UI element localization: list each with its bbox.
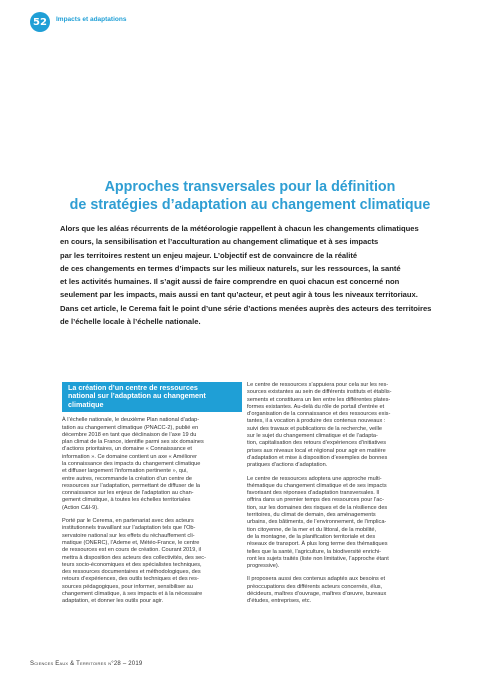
body-paragraph	[62, 518, 242, 606]
body-line: offrira dans un premier temps des ressources pour l’ac-	[247, 497, 385, 504]
body-line: changement climatique, à ses impacts et à la nécessaire	[62, 591, 203, 598]
body-line: (Action C&I-9).	[62, 504, 99, 511]
page-number-badge	[30, 12, 50, 32]
body-line: information ». Ce domaine contient un axe « Améliorer	[62, 453, 197, 460]
body-line: Il proposera aussi des contenus adaptés aux besoins et	[247, 576, 386, 583]
body-line: gement climatique, à toutes les échelles territoriales	[62, 497, 191, 504]
section-heading-line: national sur l’adaptation au changement	[68, 391, 206, 401]
body-line: d’adaptation et mise à disposition d’exemples de bonnes	[247, 454, 388, 461]
page-number: 52	[33, 16, 47, 28]
footer-journal-issue: Sciences Eaux & Territoires n°28 – 2019	[30, 661, 143, 667]
section-heading-line: La création d’un centre de ressources	[68, 383, 198, 392]
article-title	[60, 178, 440, 214]
body-paragraph	[247, 382, 427, 470]
article-title-line: Approches transversales pour la définition	[104, 179, 396, 195]
body-line: la connaissance des impacts du changement climatique	[62, 461, 201, 467]
left-column	[62, 382, 242, 612]
body-line: réseaux de transport. À plus long terme des thématiques	[247, 541, 388, 548]
body-line: thématique du changement climatique et de ses impacts	[247, 482, 387, 489]
body-line: servatoire national sur les effets du réchauffement cli-	[62, 532, 195, 539]
body-line: teurs socio-économiques et des spécialistes techniques,	[62, 561, 202, 568]
body-line: tantes, il a vocation à produire des contenus nouveaux :	[247, 418, 386, 425]
section-label: Impacts et adaptations	[56, 16, 127, 23]
body-line: tion citoyenne, de la mer et du littoral, de la mobilité,	[247, 526, 377, 533]
body-line: tion, sur les domaines des risques et de la résilience des	[247, 504, 388, 511]
body-line: telles que la santé, l’agriculture, la biodiversité enrichi-	[247, 548, 382, 555]
right-column	[247, 382, 427, 612]
body-line: matique (ONERC), l’Ademe et, Météo-France, le centre	[62, 539, 200, 546]
body-paragraph	[247, 476, 427, 571]
intro-line: seulement par les impacts, mais aussi en tant qu’acteur, et peut agir à tous les niveaux territoriaux.	[60, 290, 418, 300]
article-title-line: de stratégies d’adaptation au changement climatique	[69, 197, 431, 213]
body-line: formes existantes. Au-delà du rôle de portail d’entrée et	[247, 403, 385, 410]
section-heading-line: climatique	[68, 399, 104, 409]
body-line: tation au changement climatique (PNACC-2), publié en	[62, 424, 199, 431]
body-line: Le centre de ressources adoptera une approche multi-	[247, 475, 382, 482]
body-paragraph	[62, 417, 242, 512]
intro-line: de l’échelle locale à l’échelle nationale.	[60, 317, 201, 327]
intro-line: Dans cet article, le Cerema fait le point d’une série d’actions menées auprès des acteurs des territoires	[60, 303, 432, 313]
body-line: connaissance sur les enjeux de l’adaptation au chan-	[62, 490, 194, 497]
body-line: de ressources est en cours de création. Courant 2019, il	[62, 547, 201, 554]
body-paragraph	[247, 576, 427, 605]
body-line: ront les sujets traités (liste non limitative, l’approche étant	[247, 555, 389, 562]
body-line: d’études, entreprises, etc.	[247, 598, 312, 605]
body-line: Porté par le Cerema, en partenariat avec des acteurs	[62, 518, 194, 525]
body-line: territoires, du climat de demain, des aménagements	[247, 512, 376, 519]
right-column-body	[247, 382, 427, 606]
section-heading-box	[62, 382, 242, 412]
body-line: entre autres, recommande la création d’un centre de	[62, 475, 192, 482]
intro-line: Alors que les aléas récurrents de la météorologie rappellent à chacun les changements climatiques	[60, 224, 419, 233]
body-line: ressources sur l’adaptation, permettant de diffuser de la	[62, 482, 200, 489]
body-line: plan climat de la France, identifie parmi ses six domaines	[62, 439, 204, 446]
body-line: progressive).	[247, 563, 280, 570]
body-line: des ressources documentaires et méthodologiques, des	[62, 569, 201, 576]
body-line: adaptation, et donner les outils pour agir.	[62, 598, 164, 605]
body-line: décembre 2018 en tant que déclinaison de l’axe 19 du	[62, 431, 197, 438]
left-column-body	[62, 417, 242, 605]
body-line: urbains, des bâtiments, de l’environnement, de l’implica-	[247, 519, 387, 526]
body-line: institutionnels travaillant sur l’adaptation tels que l’Ob-	[62, 525, 196, 532]
body-line: sements et constituera un lien entre les différentes plates-	[247, 396, 391, 403]
body-line: prises aux niveaux local et régional pour agir en matière	[247, 447, 386, 454]
body-line: pratiques d’actions d’adaptation.	[247, 462, 328, 469]
body-line: sources pédagogiques, pour informer, sensibiliser au	[62, 583, 193, 590]
intro-line: de ces changements en termes d’impacts sur les milieux naturels, sur les ressources, la santé	[60, 263, 401, 273]
body-line: mettra à disposition des acteurs des collectivités, des sec-	[62, 554, 206, 561]
body-line: tion, capitalisation des retours d’expériences d’initiatives	[247, 440, 386, 447]
body-line: favorisant des réponses d’adaptation transversales. Il	[247, 490, 380, 497]
body-line: sources existantes au sein de différents instituts et établis-	[247, 389, 392, 396]
body-line: suivi des travaux et publications de la recherche, veille	[247, 425, 382, 432]
intro-line: et les activités humaines. Il s’agit aussi de faire comprendre en quoi chacun est concerné non	[60, 277, 400, 287]
intro-line: en cours, la sensibilisation et l’acculturation au changement climatique et à ses impacts	[60, 237, 379, 247]
body-line: préoccupations des différents acteurs concernés, élus,	[247, 583, 383, 590]
body-line: décideurs, maîtres d’ouvrage, maîtres d’œuvre, bureaux	[247, 591, 387, 598]
intro-line: par les territoires restent un enjeu majeur. L’objectif est de convaincre de la réalité	[60, 250, 358, 260]
body-line: et diffuser largement l’information pertinente », qui,	[62, 468, 188, 475]
body-line: d’actions prioritaires, un domaine « Connaissance et	[62, 446, 192, 453]
body-line: retours d’expériences, des outils techniques et des res-	[62, 576, 199, 583]
body-line: d’organisation de la connaissance et des ressources exis-	[247, 411, 391, 418]
body-line: sur le sujet du changement climatique et de l’adapta-	[247, 433, 378, 440]
body-line: À l’échelle nationale, le deuxième Plan national d’adap-	[62, 417, 200, 424]
article-intro	[60, 222, 432, 328]
body-line: Le centre de ressources s’appuiera pour cela sur les res-	[247, 382, 389, 388]
body-line: de la montagne, de la planification territoriale et des	[247, 533, 376, 540]
